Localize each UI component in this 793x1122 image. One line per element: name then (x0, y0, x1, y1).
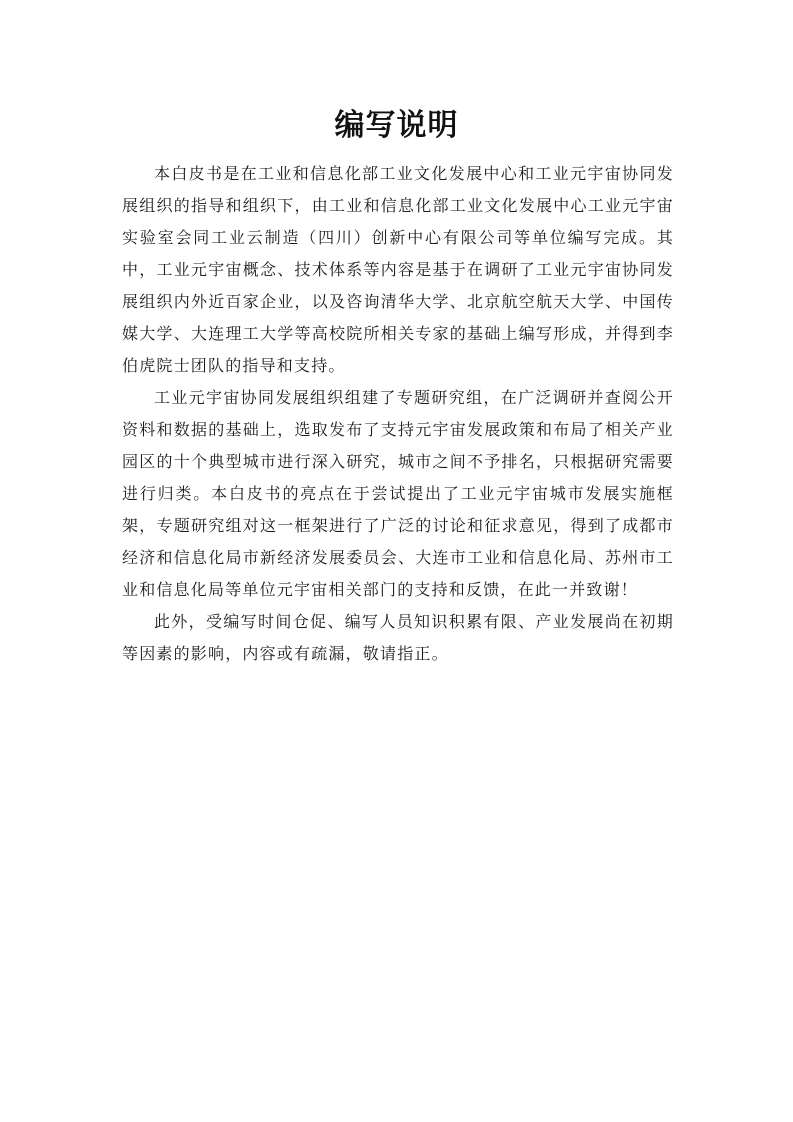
paragraph-2: 工业元宇宙协同发展组织组建了专题研究组，在广泛调研并查阅公开资料和数据的基础上，选取发布了支持元宇宙发展政策和布局了相关产业园区的十个典型城市进行深入研究，城市之间不予排名，只根据研究需要进行归类。本白皮书的亮点在于尝试提出了工业元宇宙城市发展实施框架，专题研究组对这一框架进行了广泛的讨论和征求意见，得到了成都市经济和信息化局市新经济发展委员会、大连市工业和信息化局、苏州市工业和信息化局等单位元宇宙相关部门的支持和反馈，在此一并致谢！ (122, 388, 674, 599)
page-title: 编写说明 (334, 108, 459, 143)
body-text (122, 158, 674, 670)
paragraph-1: 本白皮书是在工业和信息化部工业文化发展中心和工业元宇宙协同发展组织的指导和组织下，由工业和信息化部工业文化发展中心工业元宇宙实验室会同工业云制造（四川）创新中心有限公司等单位编写完成。其中，工业元宇宙概念、技术体系等内容是基于在调研了工业元宇宙协同发展组织内外近百家企业，以及咨询清华大学、北京航空航天大学、中国传媒大学、大连理工大学等高校院所相关专家的基础上编写形成，并得到李伯虎院士团队的指导和支持。 (122, 164, 674, 375)
paragraph-3: 此外，受编写时间仓促、编写人员知识积累有限、产业发展尚在初期等因素的影响，内容或有疏漏，敬请指正。 (122, 612, 674, 663)
